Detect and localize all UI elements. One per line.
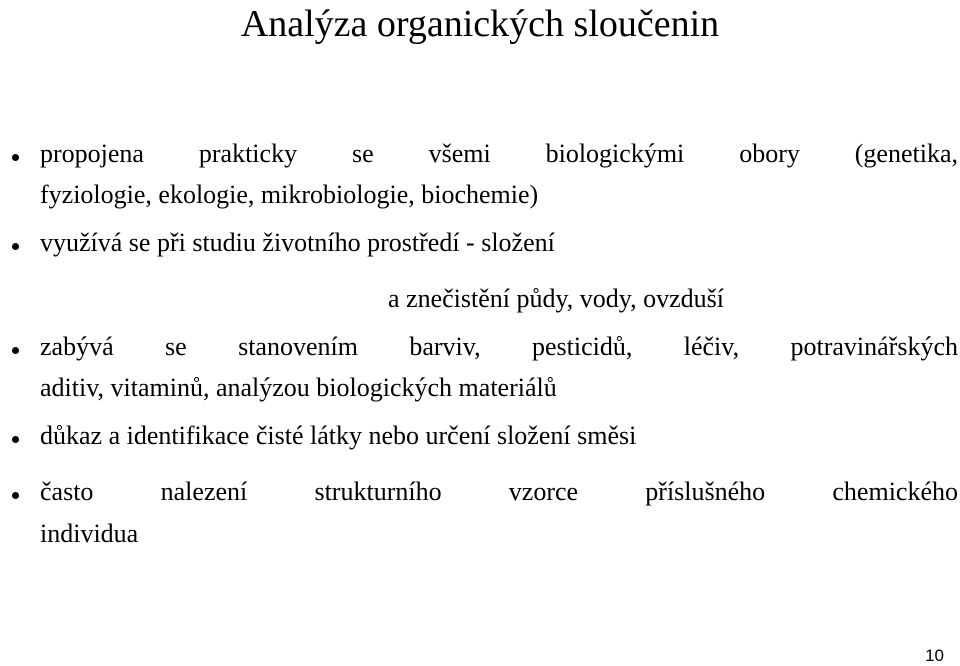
bullet-dot xyxy=(12,154,19,161)
bullet-line: a znečistění půdy, vody, ovzduší xyxy=(388,284,724,313)
bullet-dot xyxy=(12,492,19,499)
bullet-line: důkaz a identifikace čisté látky nebo určení složení směsi xyxy=(40,421,637,450)
slide-title: Analýza organických sloučenin xyxy=(240,3,720,45)
bullet-line: individua xyxy=(40,519,139,548)
bullet-line: často nalezení strukturního vzorce příslušného chemického xyxy=(40,477,958,506)
bullet-line: propojena prakticky se všemi biologickými obory (genetika, xyxy=(40,139,958,168)
bullet-line: zabývá se stanovením barviv, pesticidů, léčiv, potravinářských xyxy=(40,332,958,361)
bullet-line: využívá se při studiu životního prostředí - složení xyxy=(40,228,555,257)
bullet-dot xyxy=(12,436,19,443)
bullet-dot xyxy=(12,243,19,250)
bullet-line: fyziologie, ekologie, mikrobiologie, biochemie) xyxy=(40,180,539,209)
bullet-dot xyxy=(12,347,19,354)
page-number: 10 xyxy=(925,646,944,665)
bullet-line: aditiv, vitaminů, analýzou biologických materiálů xyxy=(40,373,557,402)
